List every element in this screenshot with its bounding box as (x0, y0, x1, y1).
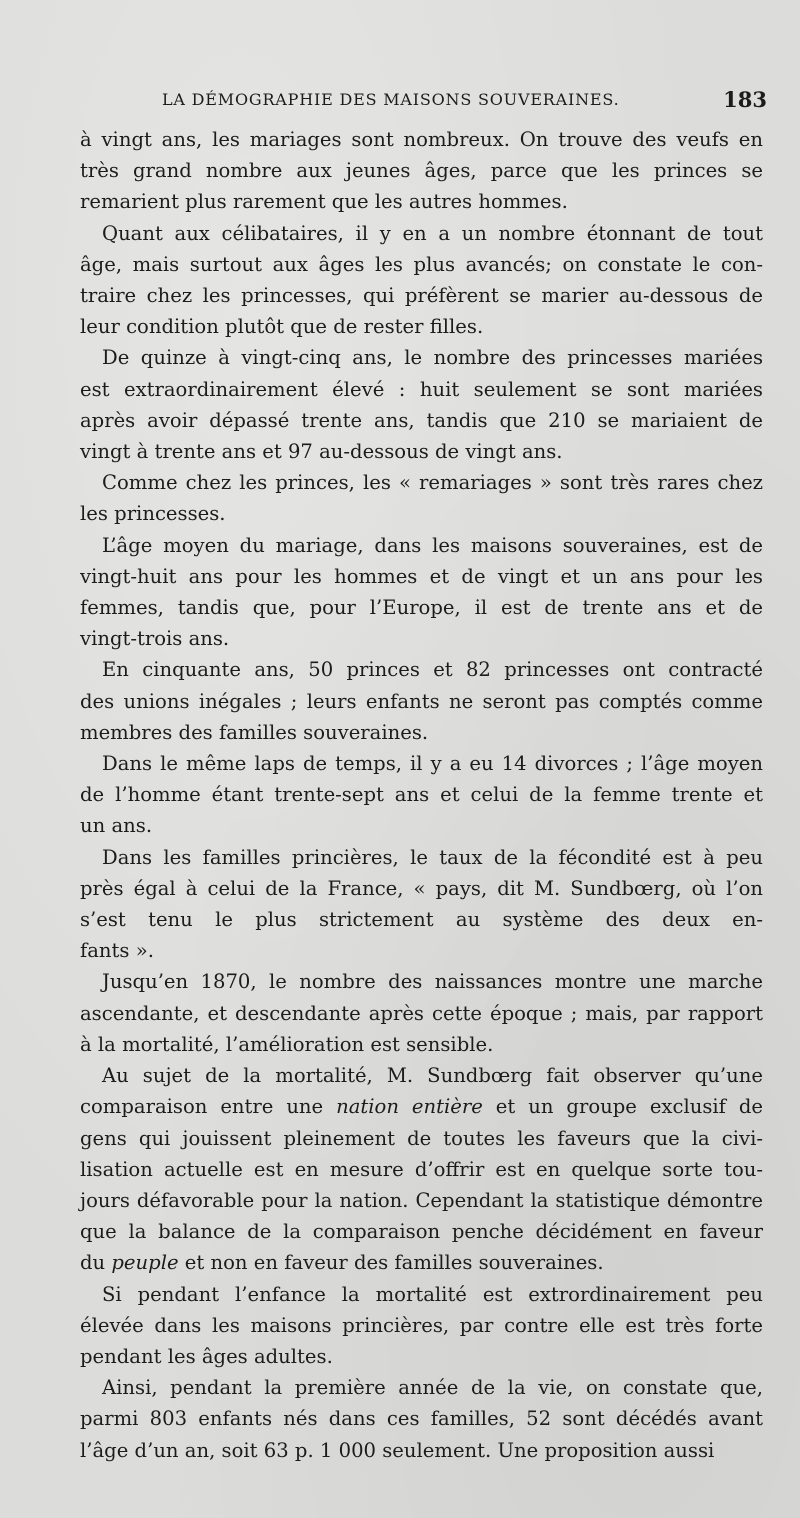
text-line: à vingt ans, les mariages sont nombreux. On trouve des veufs en (80, 128, 763, 151)
text-line: Dans les familles princières, le taux de la fécondité est à peu (102, 845, 763, 869)
text-line: Quant aux célibataires, il y en a un nombre étonnant de tout (102, 221, 763, 245)
text-line: femmes, tandis que, pour l’Europe, il est de trente ans et de (80, 596, 763, 620)
running-title: LA DÉMOGRAPHIE DES MAISONS SOUVERAINES. (162, 90, 620, 109)
paragraph (80, 1060, 763, 1278)
text-line: vingt-huit ans pour les hommes et de vingt et un ans pour les (80, 564, 763, 588)
text-line: remarient plus rarement que les autres hommes. (80, 190, 568, 214)
text-line: jours défavorable pour la nation. Cependant la statistique démontre (80, 1188, 763, 1212)
paragraph (80, 654, 763, 748)
text-line: fants ». (80, 939, 154, 963)
text-line: âge, mais surtout aux âges les plus avancés; on constate le con- (80, 252, 763, 276)
paragraph (80, 842, 763, 967)
text-line: près égal à celui de la France, « pays, dit M. Sundbœrg, où l’on (80, 876, 763, 900)
text-line: lisation actuelle est en mesure d’offrir est en quelque sorte tou- (80, 1157, 763, 1181)
paragraph (80, 1372, 763, 1466)
text-line: Au sujet de la mortalité, M. Sundbœrg fait observer qu’une (102, 1064, 763, 1088)
text-line: gens qui jouissent pleinement de toutes les faveurs que la civi- (80, 1126, 763, 1150)
text-line: pendant les âges adultes. (80, 1344, 333, 1368)
paragraph (80, 342, 763, 467)
text-line: ascendante, et descendante après cette époque ; mais, par rapport (80, 1001, 763, 1025)
text-line: Ainsi, pendant la première année de la vie, on constate que, (102, 1376, 763, 1400)
text-line: L’âge moyen du mariage, dans les maisons souveraines, est de (102, 533, 763, 557)
text-line: de l’homme étant trente-sept ans et celui de la femme trente et (80, 783, 763, 807)
text-line: élevée dans les maisons princières, par contre elle est très forte (80, 1313, 763, 1337)
text-line: après avoir dépassé trente ans, tandis que 210 se mariaient de (80, 408, 763, 432)
paragraph (80, 218, 763, 343)
text-line: un ans. (80, 814, 153, 838)
text-line: très grand nombre aux jeunes âges, parce que les princes se (80, 159, 763, 183)
text-line: Si pendant l’enfance la mortalité est extrordinairement peu (102, 1282, 763, 1306)
text-line: traire chez les princesses, qui préfèrent se marier au-dessous de (80, 284, 763, 308)
text-line: De quinze à vingt-cinq ans, le nombre des princesses mariées (102, 346, 763, 370)
text-line: En cinquante ans, 50 princes et 82 princesses ont contracté (102, 658, 763, 682)
text-line: comparaison entre une nation entière et un groupe exclusif de (80, 1095, 764, 1119)
text-line: les princesses. (80, 502, 226, 526)
page-number: 183 (723, 87, 767, 112)
paragraph (80, 467, 763, 529)
text-line: vingt-trois ans. (80, 627, 230, 651)
text-line: membres des familles souveraines. (80, 720, 429, 744)
text-line: leur condition plutôt que de rester filles. (80, 315, 484, 339)
text-line: à la mortalité, l’amélioration est sensible. (80, 1032, 494, 1056)
text-line: l’âge d’un an, soit 63 p. 1 000 seulement. Une proposition aussi (80, 1438, 715, 1462)
paragraph (80, 748, 763, 842)
text-line: s’est tenu le plus strictement au système des deux en- (80, 908, 763, 932)
text-line: vingt à trente ans et 97 au-dessous de vingt ans. (80, 440, 563, 464)
italic-text: peuple (111, 1251, 179, 1275)
text-line: Comme chez les princes, les « remariages » sont très rares chez (102, 471, 763, 495)
paragraph (80, 966, 763, 1060)
text-line: est extraordinairement élevé : huit seulement se sont mariées (80, 377, 763, 401)
paragraph (80, 530, 763, 655)
paragraph (80, 124, 763, 218)
text-line: du peuple et non en faveur des familles souveraines. (80, 1251, 604, 1275)
italic-text: nation entière (336, 1095, 483, 1119)
text-line: Dans le même laps de temps, il y a eu 14 divorces ; l’âge moyen (102, 752, 763, 776)
text-line: que la balance de la comparaison penche décidément en faveur (80, 1220, 763, 1244)
text-line: Jusqu’en 1870, le nombre des naissances montre une marche (102, 970, 763, 994)
paragraph (80, 1279, 763, 1373)
text-line: parmi 803 enfants nés dans ces familles, 52 sont décédés avant (80, 1407, 763, 1431)
body-text (80, 124, 763, 1466)
text-line: des unions inégales ; leurs enfants ne seront pas comptés comme (80, 689, 763, 713)
running-head (162, 88, 767, 114)
